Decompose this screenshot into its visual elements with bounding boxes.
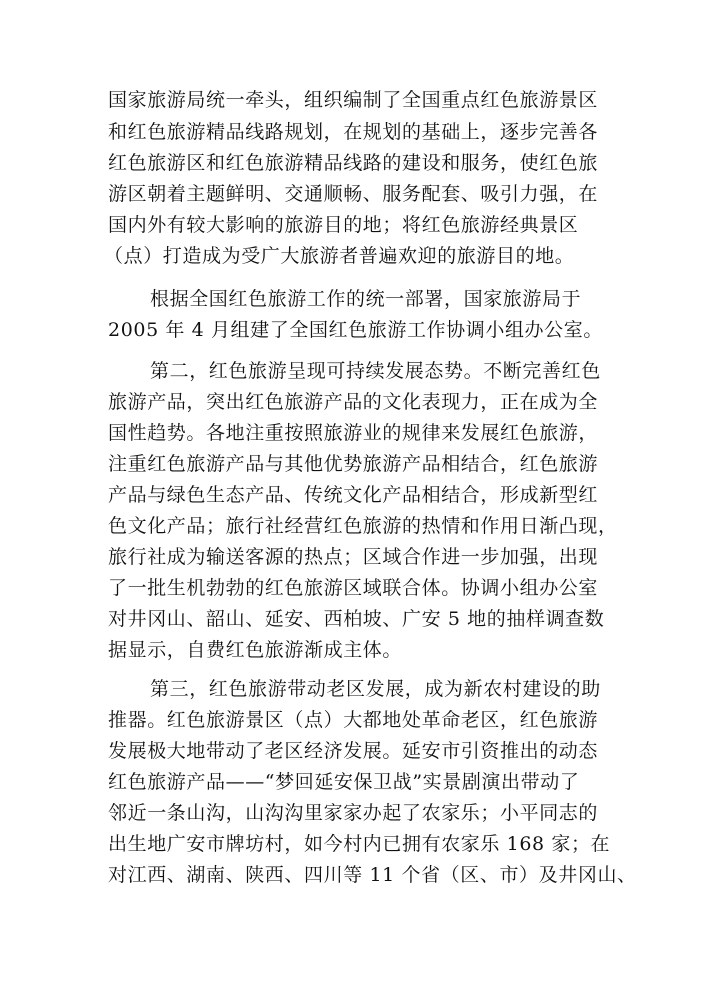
text-line: 2005 年 4 月组建了全国红色旅游工作协调小组办公室。 <box>108 319 603 341</box>
text-line: 和红色旅游精品线路规划，在规划的基础上，逐步完善各 <box>108 121 599 143</box>
text-line: 游区朝着主题鲜明、交通顺畅、服务配套、吸引力强，在 <box>108 183 599 205</box>
text-line: 推器。红色旅游景区（点）大都地处革命老区，红色旅游 <box>108 709 599 731</box>
text-line: 对江西、湖南、陕西、四川等 11 个省（区、市）及井冈山、 <box>108 864 637 886</box>
text-line: 产品与绿色生态产品、传统文化产品相结合，形成新型红 <box>108 484 599 506</box>
text-line: 注重红色旅游产品与其他优势旅游产品相结合，红色旅游 <box>108 453 599 475</box>
text-line: 了一批生机勃勃的红色旅游区域联合体。协调小组办公室 <box>108 577 599 599</box>
text-line: 发展极大地带动了老区经济发展。延安市引资推出的动态 <box>108 740 599 762</box>
text-line: 色文化产品；旅行社经营红色旅游的热情和作用日渐凸现， <box>108 515 618 537</box>
text-line: 出生地广安市牌坊村，如今村内已拥有农家乐 168 家；在 <box>108 833 611 855</box>
text-line: 国内外有较大影响的旅游目的地；将红色旅游经典景区 <box>108 214 579 236</box>
text-line: 国性趋势。各地注重按照旅游业的规律来发展红色旅游， <box>108 422 599 444</box>
text-line: 第三，红色旅游带动老区发展，成为新农村建设的助 <box>150 678 601 700</box>
text-line: 红色旅游区和红色旅游精品线路的建设和服务，使红色旅 <box>108 152 599 174</box>
text-line: 红色旅游产品——“梦回延安保卫战”实景剧演出带动了 <box>108 771 580 793</box>
text-line: （点）打造成为受广大旅游者普遍欢迎的旅游目的地。 <box>104 245 575 267</box>
text-line: 旅游产品，突出红色旅游产品的文化表现力，正在成为全 <box>108 391 599 413</box>
text-line: 据显示，自费红色旅游渐成主体。 <box>108 639 403 661</box>
text-line: 对井冈山、韶山、延安、西柏坡、广安 5 地的抽样调查数 <box>108 608 605 630</box>
text-line: 根据全国红色旅游工作的统一部署，国家旅游局于 <box>150 288 582 310</box>
text-line: 第二，红色旅游呈现可持续发展态势。不断完善红色 <box>150 360 601 382</box>
text-line: 旅行社成为输送客源的热点；区域合作进一步加强，出现 <box>108 546 599 568</box>
text-line: 国家旅游局统一牵头，组织编制了全国重点红色旅游景区 <box>108 89 599 111</box>
text-line: 邻近一条山沟，山沟沟里家家办起了农家乐；小平同志的 <box>108 802 599 824</box>
